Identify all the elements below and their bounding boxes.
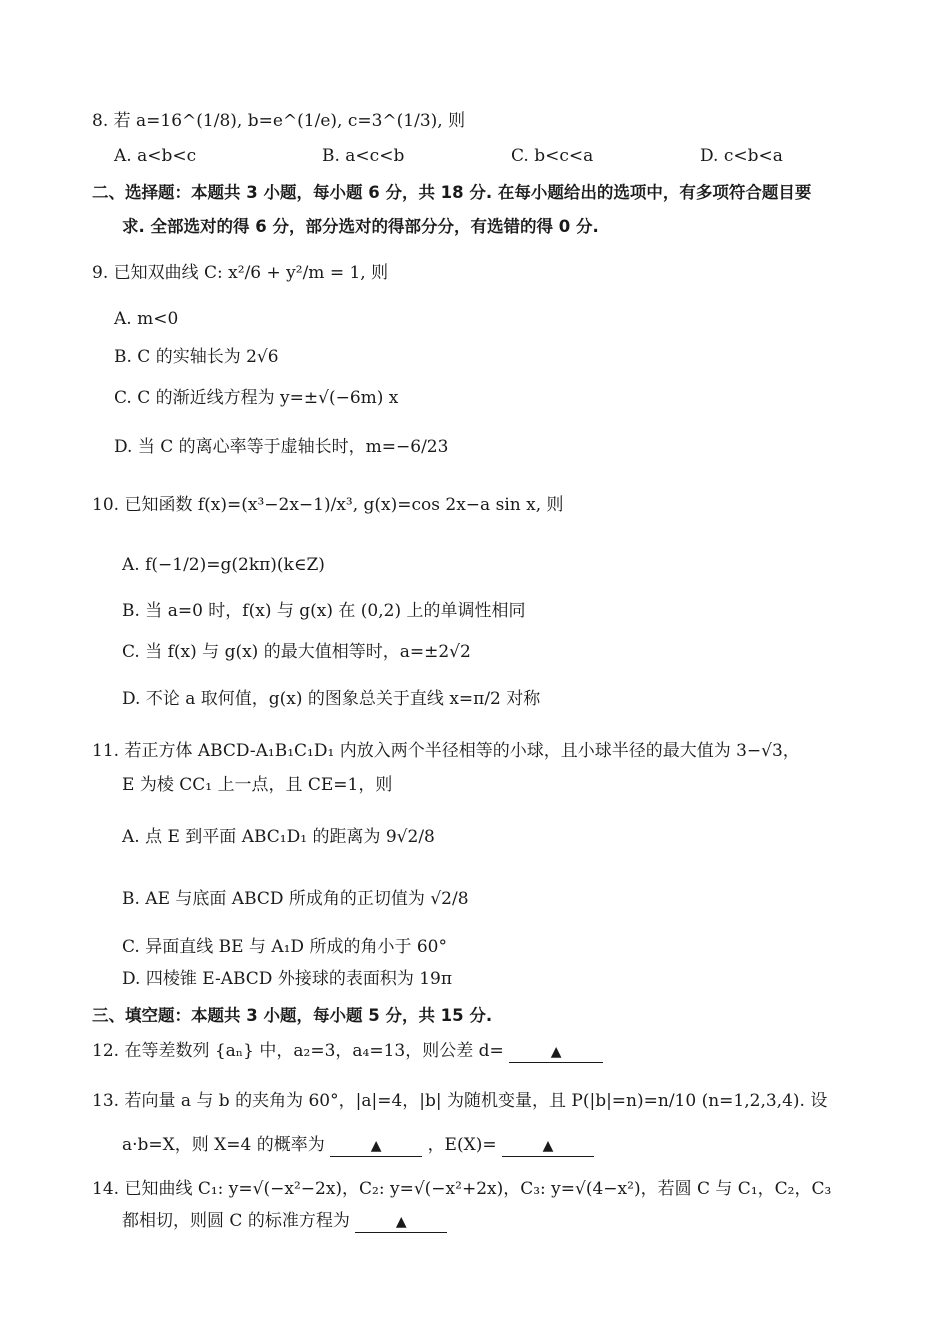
q13-answer-blank-1 — [330, 1135, 422, 1157]
q8-option-a: A. a<b<c — [114, 146, 197, 166]
q14-answer-blank — [355, 1211, 447, 1233]
q13-line1: 13. 若向量 a 与 b 的夹角为 60°，|a|=4，|b| 为随机变量，且 P(|b|=n)=n/10 (n=1,2,3,4). 设 — [92, 1091, 828, 1111]
q11-option-c: C. 异面直线 BE 与 A₁D 所成的角小于 60° — [122, 937, 447, 957]
q9-option-a: A. m<0 — [114, 309, 179, 329]
q10-option-d: D. 不论 a 取何值，g(x) 的图象总关于直线 x=π/2 对称 — [122, 689, 541, 709]
q12-stem-line — [92, 1040, 603, 1063]
q9-option-d: D. 当 C 的离心率等于虚轴长时，m=−6/23 — [114, 437, 449, 457]
q11-option-a: A. 点 E 到平面 ABC₁D₁ 的距离为 9√2/8 — [122, 827, 435, 847]
q8-stem: 8. 若 a=16^(1/8), b=e^(1/e), c=3^(1/3), 则 — [92, 111, 466, 131]
blank-marker-icon: ▲ — [370, 1138, 382, 1154]
q9-stem: 9. 已知双曲线 C: x²/6 + y²/m = 1, 则 — [92, 263, 389, 283]
q10-option-a: A. f(−1/2)=g(2kπ)(k∈Z) — [122, 555, 325, 575]
q14-line2 — [122, 1210, 447, 1233]
q9-option-c: C. C 的渐近线方程为 y=±√(−6m) x — [114, 388, 399, 408]
section2-heading-line1: 二、选择题：本题共 3 小题，每小题 6 分，共 18 分. 在每小题给出的选项中，有多项符合题目要 — [92, 183, 812, 202]
q8-option-c: C. b<c<a — [511, 146, 594, 166]
q10-option-c: C. 当 f(x) 与 g(x) 的最大值相等时，a=±2√2 — [122, 642, 471, 662]
q10-option-b: B. 当 a=0 时，f(x) 与 g(x) 在 (0,2) 上的单调性相同 — [122, 601, 526, 621]
q14-line2-text: 都相切，则圆 C 的标准方程为 — [122, 1211, 350, 1231]
q11-stem-line2: E 为棱 CC₁ 上一点，且 CE=1，则 — [122, 775, 393, 795]
q11-option-d: D. 四棱锥 E-ABCD 外接球的表面积为 19π — [122, 969, 453, 989]
blank-marker-icon: ▲ — [550, 1044, 562, 1060]
q13-line2-text: a·b=X，则 X=4 的概率为 — [122, 1135, 325, 1155]
section3-heading: 三、填空题：本题共 3 小题，每小题 5 分，共 15 分. — [92, 1006, 493, 1025]
q9-option-b: B. C 的实轴长为 2√6 — [114, 347, 279, 367]
q13-line2 — [122, 1134, 594, 1157]
q14-line1: 14. 已知曲线 C₁: y=√(−x²−2x)，C₂: y=√(−x²+2x)，C₃: y=√(4−x²)，若圆 C 与 C₁，C₂，C₃ — [92, 1179, 832, 1199]
q11-option-b: B. AE 与底面 ABCD 所成角的正切值为 √2/8 — [122, 889, 469, 909]
q8-option-b: B. a<c<b — [322, 146, 405, 166]
q10-stem: 10. 已知函数 f(x)=(x³−2x−1)/x³, g(x)=cos 2x−a sin x, 则 — [92, 495, 564, 515]
q13-answer-blank-2 — [502, 1135, 594, 1157]
q12-stem: 12. 在等差数列 {aₙ} 中，a₂=3，a₄=13，则公差 d= — [92, 1041, 504, 1061]
q12-answer-blank — [509, 1041, 603, 1063]
blank-marker-icon: ▲ — [542, 1138, 554, 1154]
q13-line2-text-b: ，E(X)= — [427, 1135, 497, 1155]
q11-stem-line1: 11. 若正方体 ABCD-A₁B₁C₁D₁ 内放入两个半径相等的小球，且小球半径的最大值为 3−√3， — [92, 741, 800, 761]
blank-marker-icon: ▲ — [395, 1214, 407, 1230]
section2-heading-line2: 求. 全部选对的得 6 分，部分选对的得部分分，有选错的得 0 分. — [122, 217, 599, 236]
q8-option-d: D. c<b<a — [700, 146, 783, 166]
